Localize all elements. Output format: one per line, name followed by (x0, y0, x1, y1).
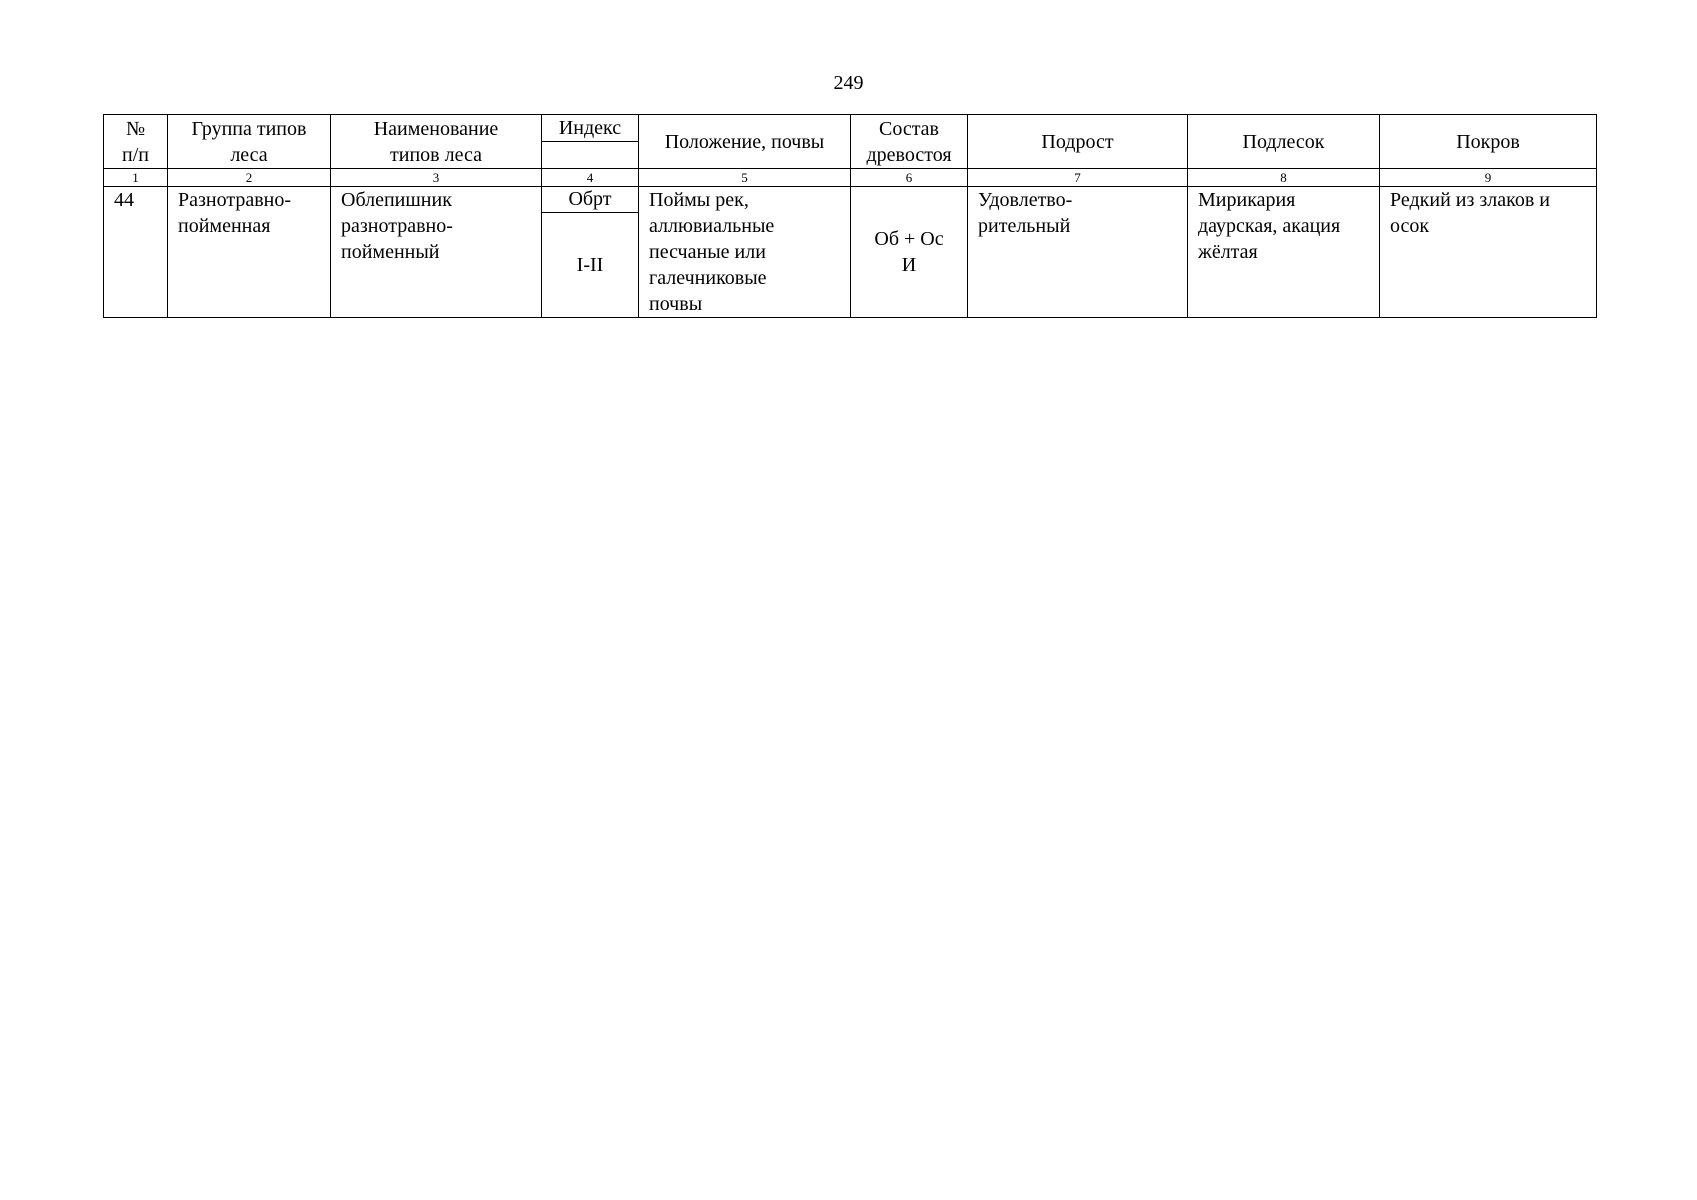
header-name: Наименование типов леса (331, 115, 542, 169)
column-number: 4 (542, 169, 639, 187)
column-number: 1 (104, 169, 168, 187)
column-number: 6 (851, 169, 968, 187)
column-number: 3 (331, 169, 542, 187)
cell-underbrush: Мирикария даурская, акация жёлтая (1188, 187, 1380, 318)
header-group: Группа типов леса (168, 115, 331, 169)
cell-group: Разнотравно- пойменная (168, 187, 331, 318)
header-num: № п/п (104, 115, 168, 169)
column-number: 5 (639, 169, 851, 187)
header-composition: Состав древостоя (851, 115, 968, 169)
header-bonitet (542, 142, 639, 169)
header-undergrowth: Подрост (968, 115, 1188, 169)
cell-num: 44 (104, 187, 168, 318)
header-position: Положение, почвы (639, 115, 851, 169)
cell-name: Облепишник разнотравно- пойменный (331, 187, 542, 318)
header-index: Индекс (542, 115, 639, 142)
header-cover: Покров (1380, 115, 1597, 169)
column-number: 8 (1188, 169, 1380, 187)
cell-bonitet: I-II (542, 212, 639, 317)
cell-composition: Об + Ос И (851, 187, 968, 318)
cell-cover: Редкий из злаков и осок (1380, 187, 1597, 318)
column-number: 2 (168, 169, 331, 187)
cell-position: Поймы рек, аллювиальные песчаные или галечниковые почвы (639, 187, 851, 318)
forest-types-table (103, 114, 1597, 318)
header-underbrush: Подлесок (1188, 115, 1380, 169)
cell-undergrowth: Удовлетво- рительный (968, 187, 1188, 318)
column-number: 9 (1380, 169, 1597, 187)
cell-index: Обрт (542, 187, 639, 213)
table-row (104, 187, 1597, 213)
page-number: 249 (833, 72, 864, 94)
column-numbers-row (104, 169, 1597, 187)
table-header-row (104, 115, 1597, 142)
column-number: 7 (968, 169, 1188, 187)
